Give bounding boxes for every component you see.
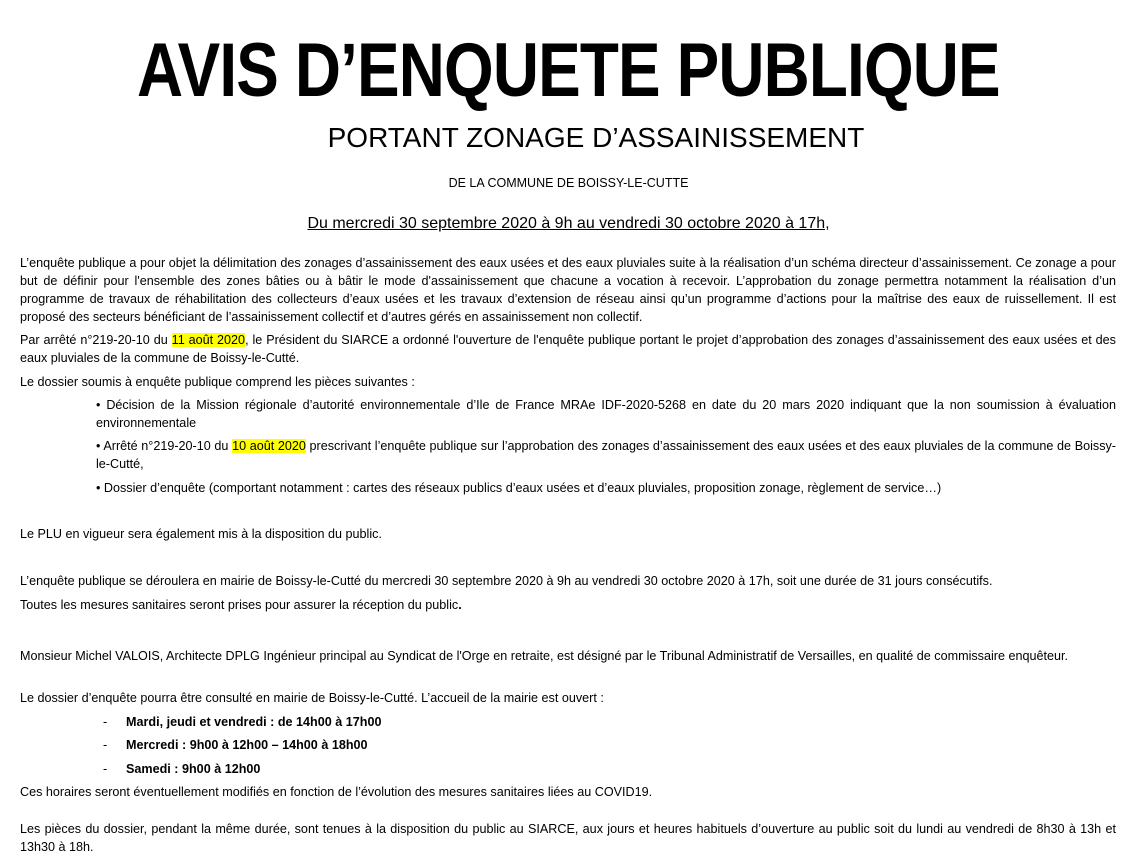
sanitaire-text: Toutes les mesures sanitaires seront prises pour assurer la réception du public	[20, 598, 459, 612]
consultation-paragraph: Le dossier d’enquête pourra être consulté en mairie de Boissy-le-Cutté. L’accueil de la mairie est ouvert :	[20, 691, 604, 705]
hours-line-wed	[103, 736, 368, 754]
hours-text: Mardi, jeudi et vendredi : de 14h00 à 17h00	[126, 715, 382, 729]
dossier-item-mrae: • Décision de la Mission régionale d’autorité environnementale d’Ile de France MRAe IDF-2020-5268 en date du 20 mars 2020 indiquant que la non soumission à évaluation environnementale	[96, 398, 1116, 430]
pieces-paragraph: Les pièces du dossier, pendant la même durée, sont tenues à la disposition du public au SIARCE, aux jours et heures habituels d’ouverture au public soit du lundi au vendredi de 8h30 à 13h et 13h30 à 18h.	[20, 822, 1116, 854]
arrete-text-before: Par arrêté n°219-20-10 du	[20, 333, 172, 347]
hours-dash: -	[103, 738, 108, 752]
dossier-item-arrete-after: prescrivant l’enquête publique sur l’approbation des zonages d’assainissement des eaux usées et des eaux pluviales de la commune de Boissy-le-Cutté,	[96, 439, 1116, 471]
hours-text: Samedi : 9h00 à 12h00	[126, 762, 261, 776]
dossier-item-enquete: • Dossier d’enquête (comportant notamment : cartes des réseaux publics d’eaux usées et d’eaux pluviales, proposition zonage, règlement de service…)	[96, 481, 942, 495]
notice-subtitle: PORTANT ZONAGE D’ASSAINISSEMENT	[327, 122, 865, 153]
commune-name: DE LA COMMUNE DE BOISSY-LE-CUTTE	[448, 176, 689, 190]
hours-dash: -	[103, 762, 108, 776]
covid-paragraph: Ces horaires seront éventuellement modifiés en fonction de l’évolution des mesures sanitaires liées au COVID19.	[20, 785, 653, 799]
dossier-intro: Le dossier soumis à enquête publique comprend les pièces suivantes :	[20, 375, 415, 389]
plu-paragraph: Le PLU en vigueur sera également mis à la disposition du public.	[20, 527, 382, 541]
hours-text: Mercredi : 9h00 à 12h00 – 14h00 à 18h00	[126, 738, 368, 752]
sanitaire-paragraph	[20, 596, 1116, 614]
hours-line-tue-thu-fri	[103, 713, 381, 731]
arrete-text-after: , le Président du SIARCE a ordonné l'ouverture de l'enquête publique portant le projet d’approbation des zonages d’assainissement des eaux usées et des eaux pluviales de la commune de Boissy-le-Cutté.	[20, 333, 1116, 365]
enquiry-dates: Du mercredi 30 septembre 2020 à 9h au vendredi 30 octobre 2020 à 17h,	[307, 215, 830, 232]
dossier-item-date-highlight: 10 août 2020	[232, 439, 306, 453]
dossier-item-arrete-before: • Arrêté n°219-20-10 du	[96, 439, 233, 453]
notice-title: AVIS D’ENQUETE PUBLIQUE	[137, 28, 1000, 113]
arrete-paragraph	[20, 331, 1116, 367]
commissaire-paragraph: Monsieur Michel VALOIS, Architecte DPLG Ingénieur principal au Syndicat de l'Orge en retraite, est désigné par le Tribunal Administratif de Versailles, en qualité de commissaire enquêteur.	[20, 649, 1068, 663]
hours-line-sat	[103, 760, 260, 778]
deroulement-paragraph: L’enquête publique se déroulera en mairie de Boissy-le-Cutté du mercredi 30 septembre 2020 à 9h au vendredi 30 octobre 2020 à 17h, soit une durée de 31 jours consécutifs.	[20, 574, 993, 588]
arrete-date-highlight: 11 août 2020	[171, 333, 246, 347]
dossier-item-arrete	[96, 437, 1116, 473]
sanitaire-end: .	[458, 598, 462, 612]
hours-dash: -	[103, 715, 108, 729]
intro-paragraph: L’enquête publique a pour objet la délimitation des zonages d’assainissement des eaux usées et des eaux pluviales suite à la réalisation d’un schéma directeur d’assainissement. Ce zonage a pour but de définir pour l'ensemble des zones bâties ou à bâtir le mode d'assainissement que chacune a vocation à recevoir. L’approbation du zonage permettra notamment la réalisation d’un programme de travaux de réhabilitation des collecteurs d’eaux usées et les travaux d’extension de réseau ainsi qu’un programme d’actions pour la maîtrise des eaux de ruissellement. Il est proposé des secteurs bénéficiant de l’assainissement collectif et d’autres gérés en assainissement non collectif.	[20, 256, 1116, 324]
